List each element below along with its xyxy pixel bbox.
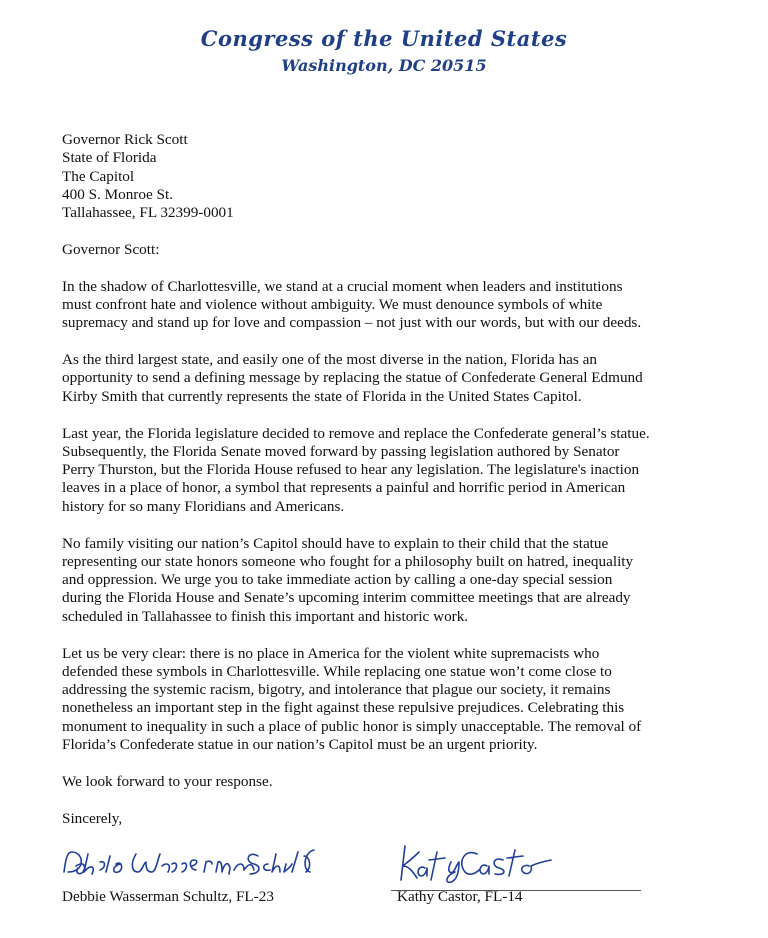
- paragraph-line: Perry Thurston, but the Florida House refused to hear any legislation. The legislature's inaction: [62, 461, 640, 479]
- address-line: The Capitol: [62, 167, 135, 185]
- letter-body: [62, 131, 722, 828]
- salutation: Governor Scott:: [62, 240, 160, 258]
- signatory-name: Kathy Castor, FL-14: [397, 888, 523, 905]
- paragraph-2: [62, 351, 722, 406]
- paragraph-line: As the third largest state, and easily one of the most diverse in the nation, Florida has an: [62, 351, 597, 369]
- signatory-name: Debbie Wasserman Schultz, FL-23: [62, 888, 274, 905]
- paragraph-line: Florida’s Confederate statue in our nation’s Capitol must be an urgent priority.: [62, 736, 538, 754]
- paragraph-line: Let us be very clear: there is no place in America for the violent white supremacists who: [62, 644, 600, 662]
- paragraph-line: nonetheless an important step in the fight against these repulsive prejudices. Celebrating this: [62, 699, 625, 717]
- paragraph-3: [62, 425, 722, 516]
- address-line: 400 S. Monroe St.: [62, 185, 173, 203]
- paragraph-line: leaves in a place of honor, a symbol that represents a painful and horrific period in American: [62, 479, 626, 497]
- address-line: State of Florida: [62, 149, 157, 167]
- recipient-address: [62, 131, 722, 222]
- paragraph-5: [62, 645, 722, 755]
- address-line: Tallahassee, FL 32399-0001: [62, 204, 234, 222]
- paragraph-line: addressing the systemic racism, bigotry, and intolerance that plague our society, it remains: [62, 681, 611, 699]
- paragraph-1: [62, 278, 722, 333]
- paragraph-line: In the shadow of Charlottesville, we stand at a crucial moment when leaders and institutions: [62, 277, 623, 295]
- paragraph-line: opportunity to send a defining message by replacing the statue of Confederate General Edmund: [62, 369, 643, 387]
- letterhead: [0, 26, 768, 77]
- paragraph-4: [62, 535, 722, 626]
- handwritten-signature: [393, 842, 553, 886]
- paragraph-line: representing our state honors someone who fought for a philosophy built on hatred, inequality: [62, 552, 634, 570]
- sign-off: Sincerely,: [62, 809, 123, 827]
- letterhead-city: Washington, DC 20515: [281, 56, 487, 75]
- paragraph-line: monument to inequality in such a place of public honor is simply unacceptable. The removal of: [62, 717, 642, 735]
- paragraph-line: Kirby Smith that currently represents the state of Florida in the United States Capitol.: [62, 387, 582, 405]
- paragraph-line: and oppression. We urge you to take immediate action by calling a one-day special session: [62, 571, 613, 589]
- paragraph-line: No family visiting our nation’s Capitol should have to explain to their child that the statue: [62, 534, 609, 552]
- address-line: Governor Rick Scott: [62, 131, 188, 148]
- paragraph-line: defended these symbols in Charlottesville. While replacing one statue won’t come close to: [62, 662, 612, 680]
- paragraph-line: must confront hate and violence without ambiguity. We must denounce symbols of white: [62, 296, 603, 314]
- paragraph-line: supremacy and stand up for love and compassion – not just with our words, but with our deeds.: [62, 314, 642, 332]
- paragraph-line: scheduled in Tallahassee to finish this important and historic work.: [62, 607, 469, 625]
- letterhead-title: Congress of the United States: [200, 26, 568, 51]
- paragraph-line: during the Florida House and Senate’s upcoming interim committee meetings that are already: [62, 589, 631, 607]
- paragraph-line: Subsequently, the Florida Senate moved forward by passing legislation authored by Senator: [62, 442, 620, 460]
- paragraph-line: history for so many Floridians and Americans.: [62, 497, 345, 515]
- handwritten-signature: [58, 842, 318, 882]
- closing-line: We look forward to your response.: [62, 772, 273, 790]
- signature-section: [0, 862, 768, 938]
- paragraph-line: Last year, the Florida legislature decided to remove and replace the Confederate general’s statue.: [62, 424, 650, 442]
